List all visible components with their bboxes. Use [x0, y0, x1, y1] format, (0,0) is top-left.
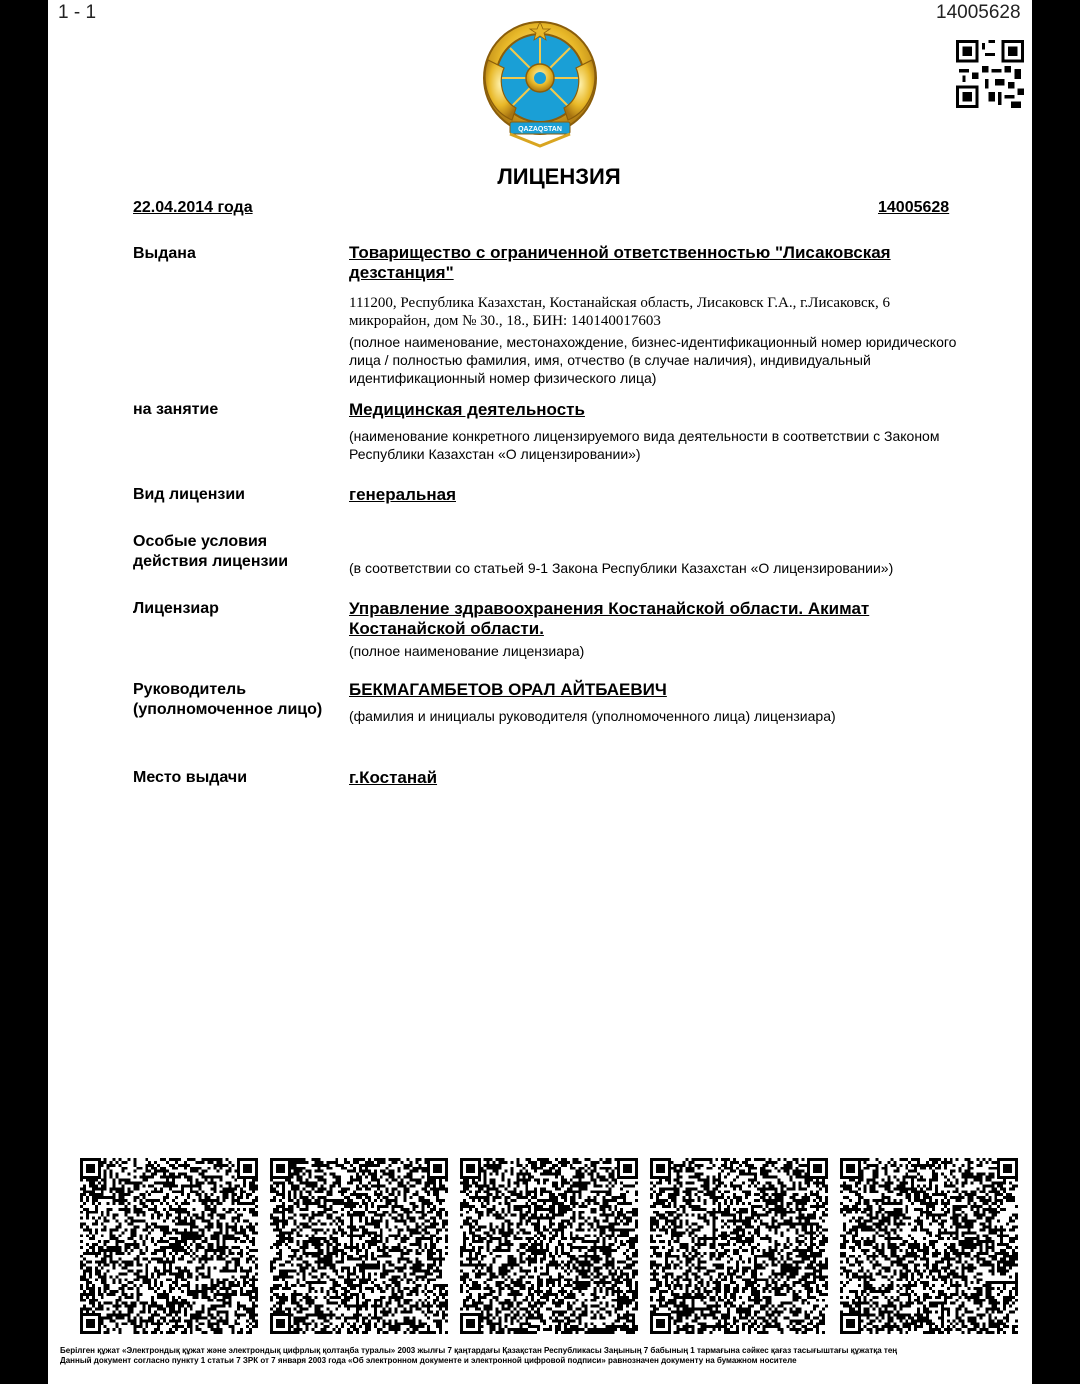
emblem-of-kazakhstan-icon: [470, 20, 610, 150]
licensor-note: (полное наименование лицензиара): [349, 643, 585, 659]
head-label: Руководитель (уполномоченное лицо): [133, 681, 323, 718]
issued-label: Выдана: [133, 245, 196, 262]
bottom-qr-code-5: [840, 1158, 1018, 1334]
issued-note: (полное наименование, местонахождение, бизнес-идентификационный номер юридического лица / полностью фамилия, имя, отчество (в случае наличия), индивидуальный идентификационный номер физического лица): [349, 334, 957, 386]
footer-line-ru: Данный документ согласно пункту 1 статьи 7 ЗРК от 7 января 2003 года «Об электронном документе и электронной цифровой подписи» равнозначен документу на бумажном носителе: [60, 1356, 797, 1365]
bottom-qr-code-1: [80, 1158, 258, 1334]
special-conditions-label: Особые условия действия лицензии: [133, 533, 289, 570]
activity-value: Медицинская деятельность: [349, 400, 585, 419]
bottom-qr-code-2: [270, 1158, 448, 1334]
license-date: 22.04.2014 года: [133, 199, 253, 216]
qr-code-icon: [956, 40, 1024, 108]
page-indicator: 1 - 1: [58, 2, 97, 23]
issued-value: Товарищество с ограниченной ответственностью "Лисаковская дезстанция": [349, 243, 891, 282]
place-value: г.Костанай: [349, 768, 438, 787]
place-label: Место выдачи: [133, 769, 248, 786]
license-number: 14005628: [878, 199, 950, 216]
activity-label: на занятие: [133, 401, 219, 418]
head-value: БЕКМАГАМБЕТОВ ОРАЛ АЙТБАЕВИЧ: [349, 680, 667, 699]
footer-line-kz: Берілген құжат «Электрондық құжат және электрондық цифрлық қолтаңба туралы» 2003 жылғы 7 қаңтардағы Қазақстан Республикасы Заңының 7 бабының 1 тармағына сәйкес қағаз тасығыштағы құжатқа тең: [60, 1346, 898, 1355]
bottom-qr-code-3: [460, 1158, 638, 1334]
page-title: ЛИЦЕНЗИЯ: [497, 164, 621, 189]
license-type-label: Вид лицензии: [133, 486, 246, 503]
emblem-banner-text: QAZAQSTAN: [518, 126, 562, 133]
footer-legal-text: [60, 1346, 1020, 1366]
licensor-value: Управление здравоохранения Костанайской области. Акимат Костанайской области.: [349, 599, 870, 638]
activity-note: (наименование конкретного лицензируемого вида деятельности в соответствии с Законом Республики Казахстан «О лицензировании»): [349, 428, 940, 462]
bottom-qr-code-4: [650, 1158, 828, 1334]
document-page: [48, 0, 1032, 1384]
doc-number-top: 14005628: [936, 2, 1021, 23]
issued-address: 111200, Республика Казахстан, Костанайская область, Лисаковск Г.А., г.Лисаковск, 6 микрорайон, дом № 30., 18., БИН: 140140017603: [349, 295, 890, 329]
head-note: (фамилия и инициалы руководителя (уполномоченного лица) лицензиара): [349, 708, 836, 724]
license-type-value: генеральная: [349, 485, 456, 504]
licensor-label: Лицензиар: [133, 600, 219, 617]
special-conditions-note: (в соответствии со статьей 9-1 Закона Республики Казахстан «О лицензировании»): [349, 560, 894, 576]
